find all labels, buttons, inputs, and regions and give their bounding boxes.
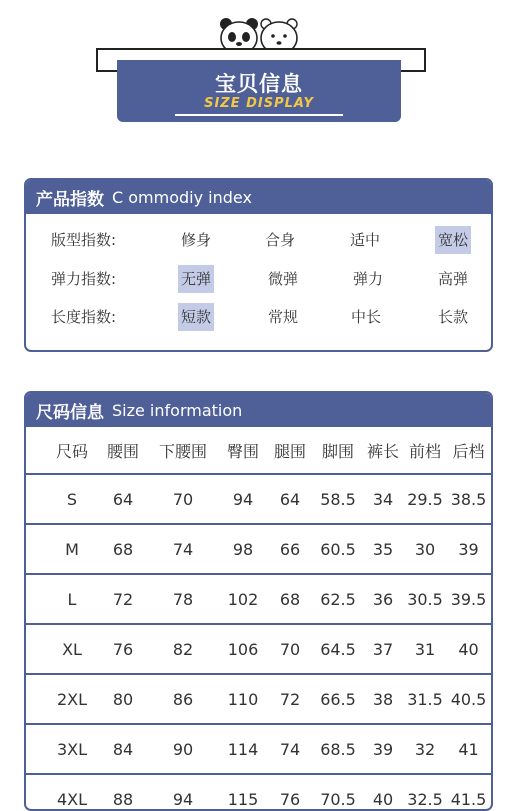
index-option: 适中 (349, 231, 381, 249)
column-header: 腰围 (106, 441, 139, 461)
measure-cell: 66.5 (314, 674, 362, 724)
index-option: 合身 (264, 231, 296, 249)
index-option: 修身 (180, 231, 212, 249)
measure-cell: 74 (266, 724, 314, 774)
column-header: 后档 (452, 441, 485, 461)
measure-cell: 38.5 (446, 474, 491, 524)
measure-cell: 76 (266, 774, 314, 811)
measure-cell: 84 (100, 724, 146, 774)
table-row (26, 724, 491, 774)
column-header: 裤长 (366, 441, 399, 461)
column-header: 腿围 (273, 441, 306, 461)
measure-cell: 68 (100, 524, 146, 574)
measure-cell: 38 (362, 674, 404, 724)
index-option: 高弹 (437, 270, 469, 288)
measure-cell: 102 (220, 574, 266, 624)
size-cell: 2XL (26, 674, 100, 724)
index-label: 长度指数: (51, 308, 117, 326)
measure-cell: 70.5 (314, 774, 362, 811)
measure-cell: 31.5 (404, 674, 446, 724)
measure-cell: 72 (100, 574, 146, 624)
table-row (26, 674, 491, 724)
size-info-header (26, 393, 491, 427)
measure-cell: 30.5 (404, 574, 446, 624)
measure-cell: 68 (266, 574, 314, 624)
measure-cell: 40 (362, 774, 404, 811)
commodity-index-card (24, 178, 493, 352)
size-table-header-row (26, 427, 491, 474)
measure-cell: 72 (266, 674, 314, 724)
measure-cell: 41 (446, 724, 491, 774)
banner-title: 宝贝信息 (215, 72, 303, 96)
size-cell: S (26, 474, 100, 524)
measure-cell: 110 (220, 674, 266, 724)
measure-cell: 94 (220, 474, 266, 524)
measure-cell: 64.5 (314, 624, 362, 674)
measure-cell: 98 (220, 524, 266, 574)
index-row-elasticity (26, 265, 491, 295)
table-row (26, 774, 491, 811)
measure-cell: 82 (146, 624, 220, 674)
measure-cell: 70 (266, 624, 314, 674)
measure-cell: 37 (362, 624, 404, 674)
measure-cell: 39.5 (446, 574, 491, 624)
measure-cell: 115 (220, 774, 266, 811)
banner-underline (175, 114, 343, 116)
index-label: 版型指数: (51, 231, 117, 249)
index-option-selected: 短款 (178, 303, 214, 331)
measure-cell: 36 (362, 574, 404, 624)
measure-cell: 74 (146, 524, 220, 574)
measure-cell: 64 (266, 474, 314, 524)
index-option-selected: 无弹 (178, 265, 214, 293)
measure-cell: 90 (146, 724, 220, 774)
measure-cell: 76 (100, 624, 146, 674)
index-option: 微弹 (267, 270, 299, 288)
size-info-card (24, 391, 493, 811)
measure-cell: 40 (446, 624, 491, 674)
measure-cell: 39 (446, 524, 491, 574)
size-cell: L (26, 574, 100, 624)
table-row (26, 474, 491, 524)
measure-cell: 39 (362, 724, 404, 774)
index-option: 弹力 (352, 270, 384, 288)
column-header: 脚围 (321, 441, 354, 461)
table-row (26, 524, 491, 574)
measure-cell: 41.5 (446, 774, 491, 811)
size-table (26, 427, 491, 811)
index-label: 弹力指数: (51, 270, 117, 288)
table-row (26, 574, 491, 624)
banner-subtitle: SIZE DISPLAY (204, 96, 314, 111)
measure-cell: 60.5 (314, 524, 362, 574)
measure-cell: 35 (362, 524, 404, 574)
measure-cell: 80 (100, 674, 146, 724)
measure-cell: 78 (146, 574, 220, 624)
table-row (26, 624, 491, 674)
size-cell: M (26, 524, 100, 574)
measure-cell: 31 (404, 624, 446, 674)
measure-cell: 32.5 (404, 774, 446, 811)
measure-cell: 106 (220, 624, 266, 674)
index-option: 长款 (437, 308, 469, 326)
measure-cell: 34 (362, 474, 404, 524)
measure-cell: 94 (146, 774, 220, 811)
measure-cell: 66 (266, 524, 314, 574)
measure-cell: 32 (404, 724, 446, 774)
measure-cell: 29.5 (404, 474, 446, 524)
column-header: 尺码 (55, 441, 88, 461)
index-row-length (26, 303, 491, 333)
size-info-title: 尺码信息 (36, 402, 104, 423)
measure-cell: 68.5 (314, 724, 362, 774)
column-header: 臀围 (226, 441, 259, 461)
size-cell: 4XL (26, 774, 100, 811)
size-cell: 3XL (26, 724, 100, 774)
column-header: 下腰围 (158, 441, 207, 461)
size-cell: XL (26, 624, 100, 674)
measure-cell: 30 (404, 524, 446, 574)
measure-cell: 70 (146, 474, 220, 524)
index-option-selected: 宽松 (435, 226, 471, 254)
measure-cell: 88 (100, 774, 146, 811)
measure-cell: 40.5 (446, 674, 491, 724)
measure-cell: 58.5 (314, 474, 362, 524)
measure-cell: 114 (220, 724, 266, 774)
commodity-index-subtitle: C ommodiy index (112, 187, 252, 207)
commodity-index-header (26, 180, 491, 214)
size-info-subtitle: Size information (112, 400, 243, 420)
index-option: 中长 (350, 308, 382, 326)
header-banner (117, 60, 401, 122)
column-header: 前档 (408, 441, 441, 461)
measure-cell: 64 (100, 474, 146, 524)
measure-cell: 62.5 (314, 574, 362, 624)
measure-cell: 86 (146, 674, 220, 724)
commodity-index-title: 产品指数 (36, 189, 104, 210)
index-option: 常规 (267, 308, 299, 326)
index-row-fit (26, 226, 491, 256)
